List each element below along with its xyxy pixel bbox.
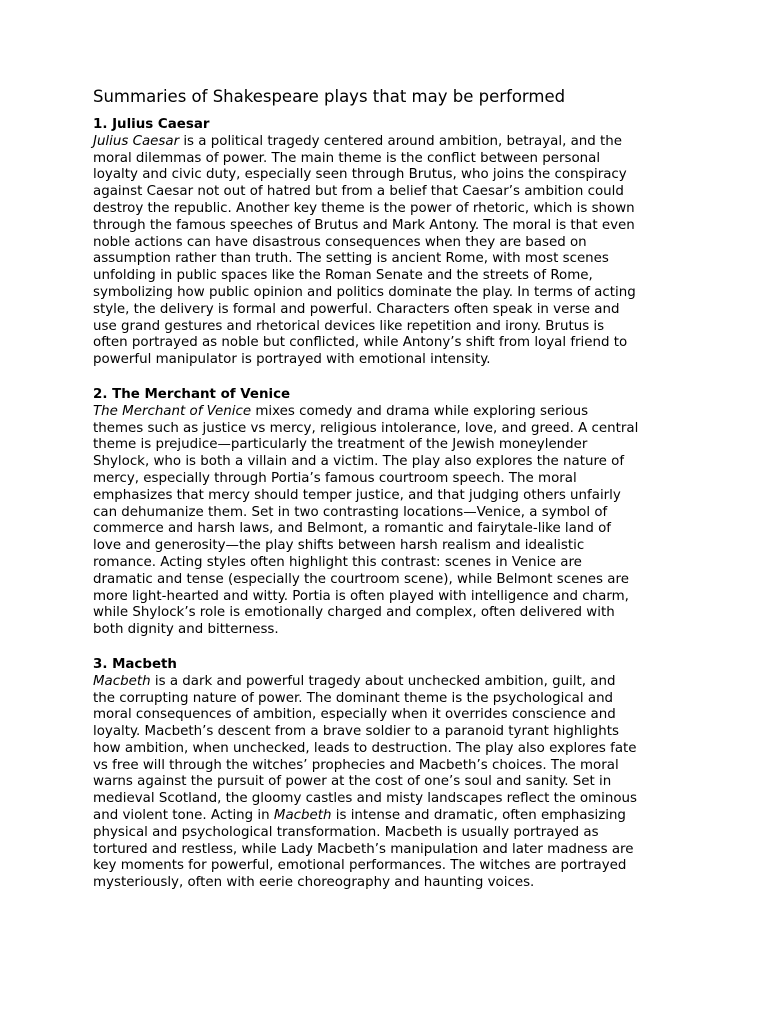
text-line: [93, 302, 673, 319]
document-title: Summaries of Shakespeare plays that may be performed: [93, 87, 566, 106]
line-text: moral consequences of ambition, especially when it overrides conscience and: [93, 707, 616, 723]
line-text: key moments for powerful, emotional performances. The witches are portrayed: [93, 858, 627, 874]
line-text: romance. Acting styles often highlight this contrast: scenes in Venice are: [93, 554, 582, 570]
text-line: [93, 875, 673, 892]
text-line: [93, 674, 673, 691]
text-line: [93, 335, 673, 352]
text-line: [93, 555, 673, 572]
line-text: assumption rather than truth. The setting is ancient Rome, with most scenes: [93, 251, 609, 267]
line-text: can dehumanize them. Set in two contrasting locations—Venice, a symbol of: [93, 504, 608, 520]
text-line: [93, 605, 673, 622]
line-text: mysteriously, often with eerie choreography and haunting voices.: [93, 875, 535, 891]
line-text: mixes comedy and drama while exploring serious: [251, 403, 589, 419]
text-line: [93, 319, 673, 336]
line-text: destroy the republic. Another key theme is the power of rhetoric, which is shown: [93, 200, 635, 216]
section-heading: 3. Macbeth: [93, 656, 177, 672]
line-text: loyalty and civic duty, especially seen through Brutus, who joins the conspiracy: [93, 167, 627, 183]
play-title-italic: The Merchant of Venice: [93, 403, 252, 419]
text-line: [93, 352, 673, 369]
play-section: [93, 117, 673, 369]
text-line: [93, 842, 673, 859]
text-line: [93, 268, 673, 285]
line-text: use grand gestures and rhetorical devices like repetition and irony. Brutus is: [93, 318, 605, 334]
play-title-italic: Macbeth: [93, 673, 151, 689]
text-line: [93, 691, 673, 708]
line-text: more light-hearted and witty. Portia is often played with intelligence and charm,: [93, 588, 629, 604]
line-text: theme is prejudice—particularly the treatment of the Jewish moneylender: [93, 437, 588, 453]
line-text: warns against the pursuit of power at the cost of one’s soul and sanity. Set in: [93, 774, 612, 790]
text-line: [93, 151, 673, 168]
line-text: tortured and restless, while Lady Macbeth’s manipulation and later madness are: [93, 841, 634, 857]
text-line: [93, 858, 673, 875]
line-text: vs free will through the witches’ prophecies and Macbeth’s choices. The moral: [93, 757, 619, 773]
section-body: [93, 674, 673, 892]
line-text: Shylock, who is both a villain and a victim. The play also explores the nature of: [93, 454, 625, 470]
play-title-italic: Julius Caesar: [93, 133, 180, 149]
section-heading: 2. The Merchant of Venice: [93, 386, 291, 402]
text-line: [93, 471, 673, 488]
line-text: commerce and harsh laws, and Belmont, a romantic and fairytale-like land of: [93, 521, 612, 537]
text-line: [93, 791, 673, 808]
line-text: themes such as justice vs mercy, religious intolerance, love, and greed. A central: [93, 420, 639, 436]
text-line: [93, 538, 673, 555]
line-text: loyalty. Macbeth’s descent from a brave soldier to a paranoid tyrant highlights: [93, 724, 620, 740]
line-text: dramatic and tense (especially the courtroom scene), while Belmont scenes are: [93, 571, 629, 587]
text-line: [93, 134, 673, 151]
text-line: [93, 421, 673, 438]
line-text: how ambition, when unchecked, leads to destruction. The play also explores fate: [93, 740, 637, 756]
line-text: is a dark and powerful tragedy about unchecked ambition, guilt, and: [150, 673, 616, 689]
text-line: [93, 454, 673, 471]
line-text: moral dilemmas of power. The main theme is the conflict between personal: [93, 150, 601, 166]
line-text: while Shylock’s role is emotionally charged and complex, often delivered with: [93, 605, 615, 621]
line-text: symbolizing how public opinion and politics dominate the play. In terms of acting: [93, 284, 636, 300]
line-text: style, the delivery is formal and powerful. Characters often speak in verse and: [93, 301, 620, 317]
play-section: [93, 387, 673, 639]
text-line: [93, 251, 673, 268]
line-text: both dignity and bitterness.: [93, 622, 279, 638]
line-text: through the famous speeches of Brutus and Mark Antony. The moral is that even: [93, 217, 635, 233]
document-page: [93, 86, 673, 892]
play-title-italic: Macbeth: [273, 808, 332, 824]
line-text: and violent tone. Acting in: [93, 808, 274, 824]
text-line: [93, 505, 673, 522]
text-line: [93, 707, 673, 724]
text-line: [93, 825, 673, 842]
text-line: [93, 285, 673, 302]
text-line: [93, 774, 673, 791]
line-text: against Caesar not out of hatred but from a belief that Caesar’s ambition could: [93, 184, 624, 200]
line-text: often portrayed as noble but conflicted, while Antony’s shift from loyal friend to: [93, 335, 628, 351]
text-line: [93, 622, 673, 639]
text-line: [93, 808, 673, 825]
text-line: [93, 589, 673, 606]
line-text: is intense and dramatic, often emphasizing: [331, 808, 626, 824]
text-line: [93, 758, 673, 775]
document-sections: [93, 117, 673, 892]
text-line: [93, 724, 673, 741]
play-section: [93, 657, 673, 892]
section-body: [93, 134, 673, 369]
text-line: [93, 741, 673, 758]
line-text: physical and psychological transformation. Macbeth is usually portrayed as: [93, 824, 599, 840]
line-text: love and generosity—the play shifts between harsh realism and idealistic: [93, 538, 585, 554]
section-body: [93, 404, 673, 639]
text-line: [93, 167, 673, 184]
line-text: the corrupting nature of power. The dominant theme is the psychological and: [93, 690, 614, 706]
text-line: [93, 521, 673, 538]
text-line: [93, 201, 673, 218]
line-text: unfolding in public spaces like the Roman Senate and the streets of Rome,: [93, 268, 593, 284]
text-line: [93, 184, 673, 201]
line-text: noble actions can have disastrous consequences when they are based on: [93, 234, 587, 250]
text-line: [93, 488, 673, 505]
text-line: [93, 572, 673, 589]
line-text: powerful manipulator is portrayed with emotional intensity.: [93, 352, 491, 368]
text-line: [93, 218, 673, 235]
text-line: [93, 235, 673, 252]
text-line: [93, 404, 673, 421]
line-text: medieval Scotland, the gloomy castles and misty landscapes reflect the ominous: [93, 791, 638, 807]
line-text: emphasizes that mercy should temper justice, and that judging others unfairly: [93, 487, 621, 503]
line-text: is a political tragedy centered around ambition, betrayal, and the: [179, 133, 623, 149]
section-heading: 1. Julius Caesar: [93, 117, 210, 132]
text-line: [93, 437, 673, 454]
line-text: mercy, especially through Portia’s famous courtroom speech. The moral: [93, 470, 577, 486]
